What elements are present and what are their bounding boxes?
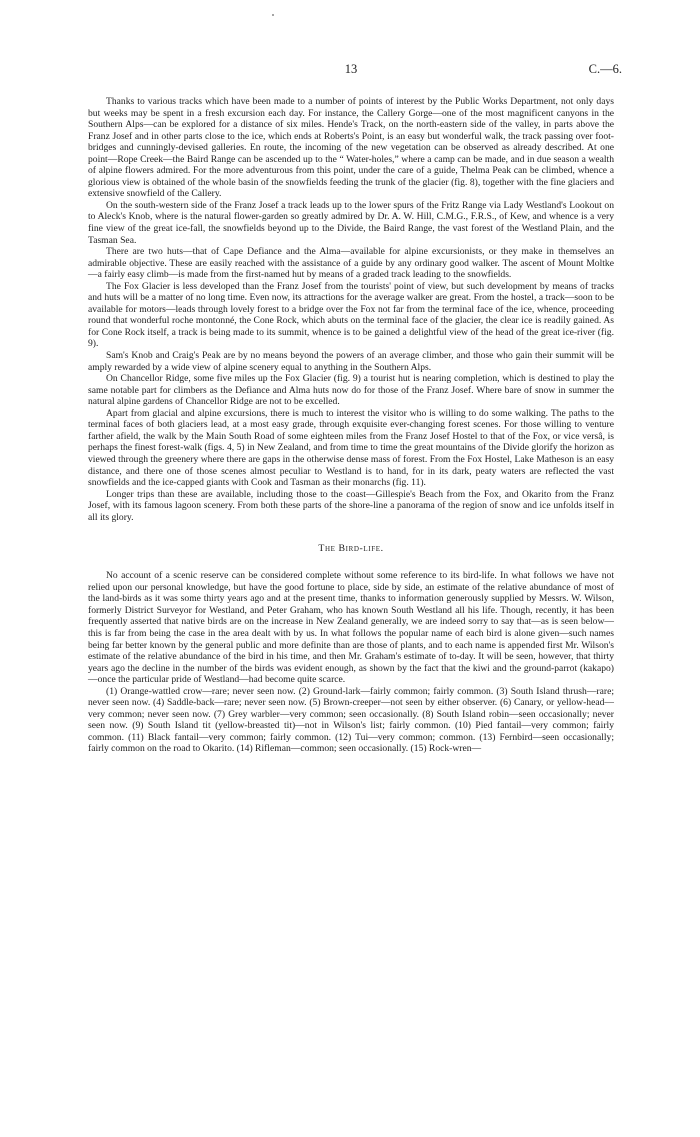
paragraph-south-western-side: On the south-western side of the Franz Josef a track leads up to the lower spurs of the Fritz Range via Lady Westland's Lookout on to Aleck's Knob, where is the natural flower-garden so greatly admired by Dr. A. W. Hill, C.M.G., F.R.S., of Kew, and whence is a very fine view of the great ice-fall, the snowfields beyond up to the Divide, the Baird Range, the vast forest of the Westland Plain, and the Tasman Sea. bbox=[88, 199, 614, 246]
paragraph-tracks: Thanks to various tracks which have been made to a number of points of interest by the Public Works Department, not only days but weeks may be spent in a fresh excursion each day. For instance, the Callery Gorge—one of the most magnificent canyons in the Southern Alps—can be explored for a distance of six miles. Hende's Track, on the north-eastern side of the valley, in parts above the Franz Josef and in other parts close to the ice, which ends at Roberts's Point, is an easy but wonderful walk, the track passing over foot-bridges and cunningly-devised galleries. En route, the incoming of the new vegetation can be observed as already described. At one point—Rope Creek—the Baird Range can be ascended up to the “ Water-holes,” where a camp can be made, and in due season a wealth of alpine flowers admired. For the more adventurous from this point, under the care of a guide, Thelma Peak can be climbed, whence a glorious view is obtained of the whole basin of the snowfields feeding the trunk of the glacier (fig. 8), together with the fine glaciers and extensive snowfield of the Callery. bbox=[88, 96, 614, 200]
paragraph-fox-glacier: The Fox Glacier is less developed than the Franz Josef from the tourists' point of view, but such development by means of tracks and huts will be a matter of no long time. Even now, its attractions for the average walker are great. From the hostel, a track—soon to be available for motors—leads through lovely forest to a bridge over the Fox not far from the terminal face of the ice, whence, proceeding round that wonderful roche montonné, the Cone Rock, which abuts on the terminal face of the glacier, the clear ice is readily gained. As for Cone Rock itself, a track is being made to its summit, whence is to be gained a delightful view of the head of the great ice-river (fig. 9). bbox=[88, 280, 614, 350]
paragraph-walking: Apart from glacial and alpine excursions, there is much to interest the visitor who is willing to do some walking. The paths to the terminal faces of both glaciers lead, at a most easy grade, through exquisite ever-changing forest scenes. For those willing to venture farther afield, the walk by the Main South Road of some eighteen miles from the Franz Josef Hostel to that of the Fox, or vice versâ, is perhaps the finest forest-walk (figs. 4, 5) in New Zealand, and from time to time the great mountains of the Divide glorify the horizon as viewed through the greenery where there are gaps in the otherwise dense mass of forest. From the Fox Hostel, Lake Matheson is an easy distance, and there one of those scenes almost peculiar to Westland is to hand, for in its dark, peaty waters are reflected the vast snowfields and the ice-capped giants with Cook and Tasman as their monarchs (fig. 11). bbox=[88, 407, 614, 489]
page-number: 13 bbox=[344, 62, 358, 76]
paragraph-sams-knob: Sam's Knob and Craig's Peak are by no means beyond the powers of an average climber, and those who gain their summit will be amply rewarded by a wide view of alpine scenery equal to anything in the Southern Alps. bbox=[88, 350, 614, 373]
bird-life-text bbox=[88, 570, 614, 755]
document-reference: C.—6. bbox=[588, 62, 622, 76]
document-page bbox=[88, 60, 622, 755]
page-header bbox=[88, 60, 622, 82]
paragraph-bird-list: (1) Orange-wattled crow—rare; never seen now. (2) Ground-lark—fairly common; fairly common. (3) South Island thrush—rare; never seen now. (4) Saddle-back—rare; never seen now. (5) Brown-creeper—not seen by either observer. (6) Canary, or yellow-head—very common; never seen now. (7) Grey warbler—very common; seen occasionally. (8) South Island robin—seen occasionally; never seen now. (9) South Island tit (yellow-breasted tit)—not in Wilson's list; fairly common. (10) Pied fantail—very common; fairly common. (11) Black fantail—very common; fairly common. (12) Tui—very common; common. (13) Fernbird—seen occasionally; fairly common on the road to Okarito. (14) Rifleman—common; seen occasionally. (15) Rock-wren— bbox=[88, 685, 614, 755]
paragraph-chancellor-ridge: On Chancellor Ridge, some five miles up the Fox Glacier (fig. 9) a tourist hut is nearing completion, which is destined to play the same notable part for climbers as the Defiance and Alma huts now do for those of the Franz Josef. Where bare of snow in summer the natural alpine gardens of Chancellor Ridge are not to be excelled. bbox=[88, 373, 614, 408]
scan-speck bbox=[272, 14, 274, 16]
paragraph-longer-trips: Longer trips than these are available, including those to the coast—Gillespie's Beach from the Fox, and Okarito from the Franz Josef, with its famous lagoon scenery. From both these parts of the shore-line a panorama of the region of snow and ice unfolds itself in all its glory. bbox=[88, 488, 614, 523]
scenic-excursions-text bbox=[88, 96, 614, 523]
paragraph-huts: There are two huts—that of Cape Defiance and the Alma—available for alpine excursionists, or they make in themselves an admirable objective. These are easily reached with the assistance of a guide by any ordinary good walker. The ascent of Mount Moltke—a fairly easy climb—is made from the first-named hut by means of a graded track leading to the snowfields. bbox=[88, 246, 614, 281]
section-heading-bird-life: The Bird-life. bbox=[318, 543, 384, 555]
paragraph-bird-intro: No account of a scenic reserve can be considered complete without some reference to its bird-life. In what follows we have not relied upon our personal knowledge, but have the good fortune to place, side by side, an estimate of the relative abundance of most of the land-birds as it was some thirty years ago and at the present time, thanks to information generously supplied by Messrs. W. Wilson, formerly District Surveyor for Westland, and Peter Graham, who has known South Westland all his life. Though, recently, it has been frequently asserted that native birds are on the increase in New Zealand generally, we are indeed sorry to say that—as is seen below—this is far from being the case in the area dealt with by us. In what follows the popular name of each bird is alone given—such names being far better known by the general public and more definite than are those of plants, and to each name is appended first Mr. Wilson's estimate of the relative abundance of the bird in his time, and then Mr. Graham's estimate of to-day. It will be seen, however, that thirty years ago the decline in the number of the birds was evident enough, as shown by the fact that the kiwi and the ground-parrot (kakapo)—once the particular pride of Westland—had become quite scarce. bbox=[88, 570, 614, 686]
